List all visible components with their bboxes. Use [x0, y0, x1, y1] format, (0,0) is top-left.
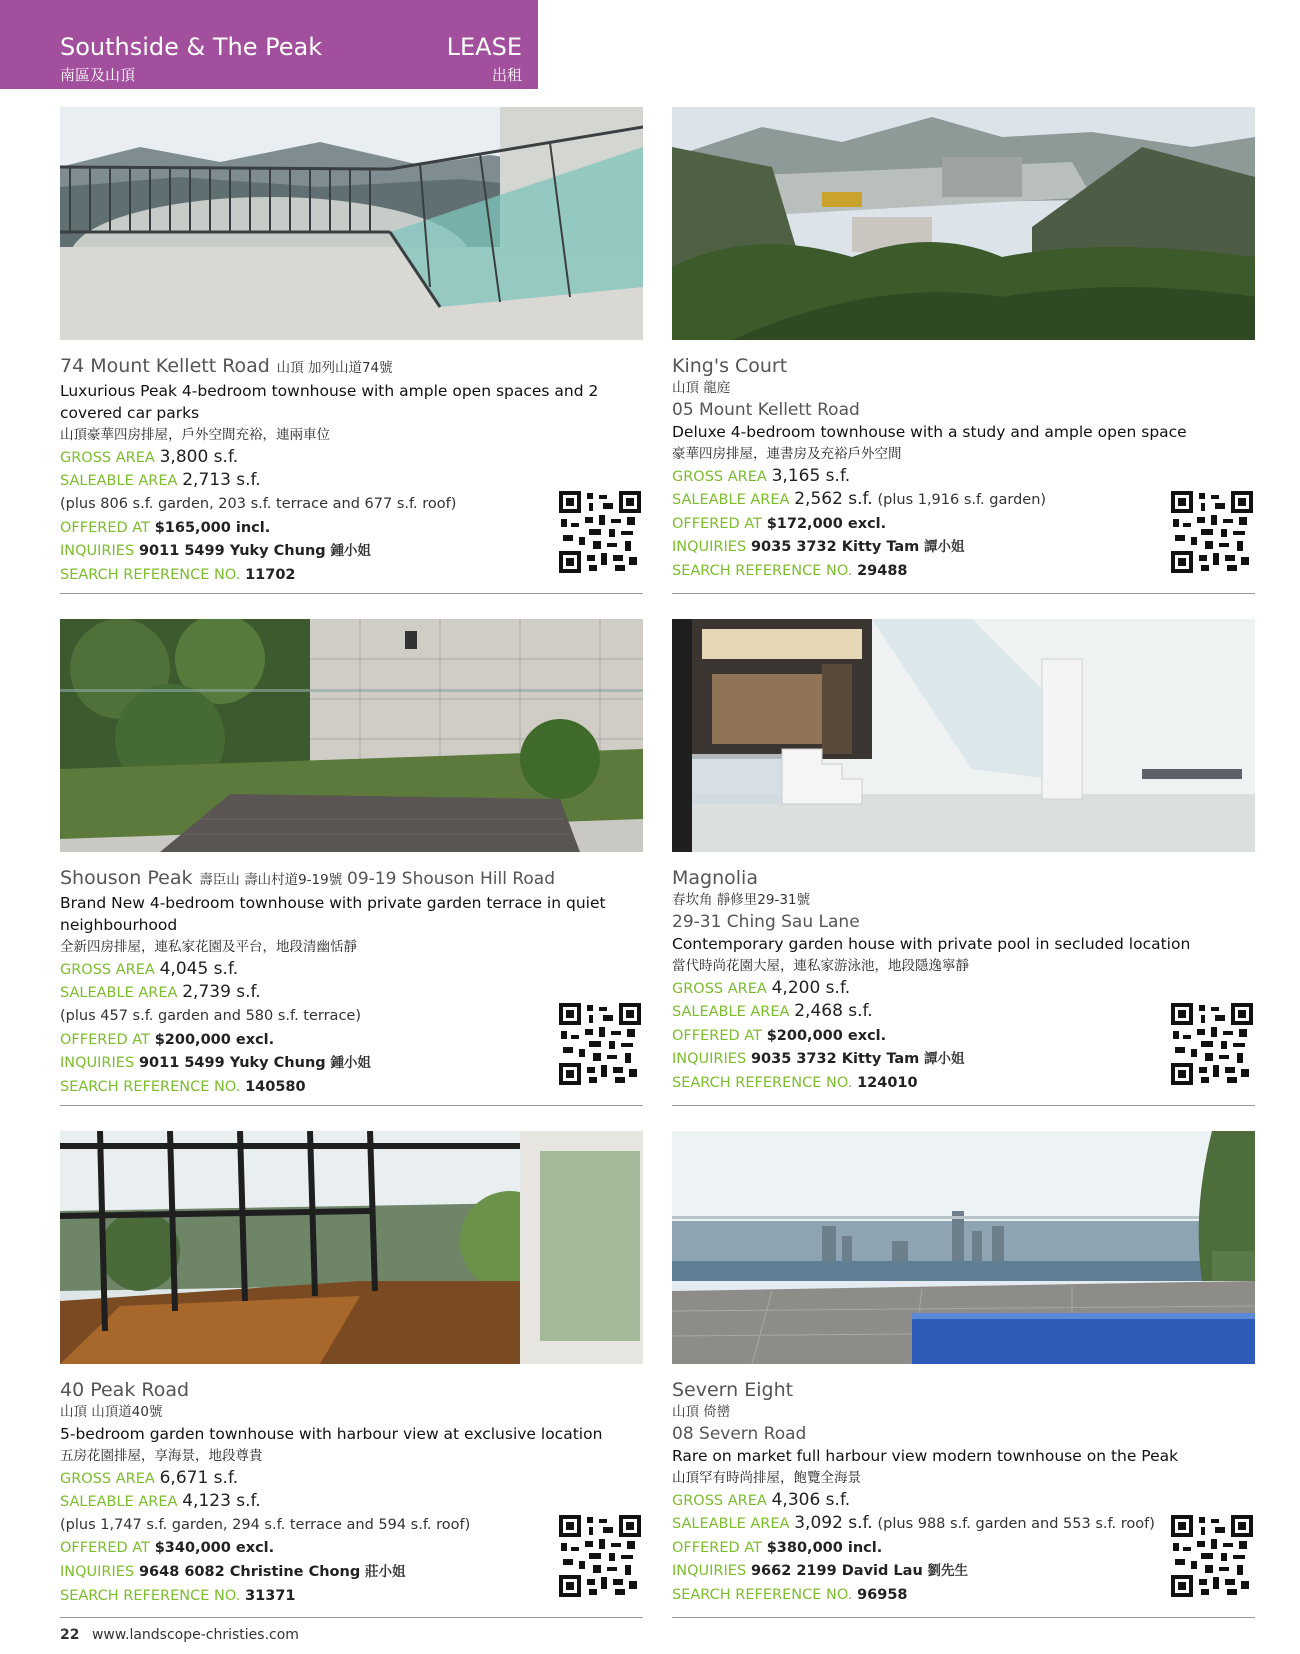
contact-zh: 莊小姐 — [364, 1563, 406, 1580]
offered-label: OFFERED AT — [672, 1027, 762, 1044]
property-description: 5-bedroom garden townhouse with harbour view at exclusive location — [60, 1425, 603, 1443]
property-description: Deluxe 4-bedroom townhouse with a study and ample open space — [672, 423, 1187, 441]
divider — [60, 1617, 643, 1618]
area-note: (plus 1,747 s.f. garden, 294 s.f. terrace and 594 s.f. roof) — [60, 1516, 471, 1533]
saleable-area-value: 2,468 s.f. — [794, 1001, 873, 1022]
listing-card[interactable] — [672, 1131, 1255, 1618]
offered-label: OFFERED AT — [60, 1031, 150, 1048]
offered-label: OFFERED AT — [60, 1540, 150, 1557]
contact-zh: 譚小姐 — [924, 539, 965, 556]
gross-area-value: 4,306 s.f. — [771, 1489, 851, 1510]
property-description-zh: 山頂豪華四房排屋，戶外空間充裕，連兩車位 — [60, 426, 330, 443]
property-description-zh: 五房花園排屋，享海景，地段尊貴 — [60, 1447, 263, 1464]
listing-card[interactable] — [672, 619, 1255, 1106]
gross-area-label: GROSS AREA — [672, 980, 767, 997]
gross-area-value: 4,200 s.f. — [771, 977, 851, 998]
contact: 9035 3732 Kitty Tam — [750, 1051, 920, 1068]
qr-code-icon[interactable] — [559, 1003, 641, 1085]
contact: 9011 5499 Yuky Chung — [138, 1055, 326, 1072]
divider — [60, 593, 643, 594]
property-name: 40 Peak Road — [60, 1379, 190, 1401]
search-ref-number: 11702 — [245, 566, 296, 583]
property-photo[interactable] — [672, 619, 1255, 852]
saleable-area-label: SALEABLE AREA — [60, 1494, 178, 1511]
search-ref-number: 29488 — [857, 562, 908, 579]
property-name-zh: 山頂 倚巒 — [672, 1404, 731, 1420]
gross-area-value: 3,165 s.f. — [771, 465, 851, 486]
gross-area-label: GROSS AREA — [672, 1492, 767, 1509]
listing-info — [672, 867, 1255, 1095]
property-name-zh: 山頂 山頂道40號 — [60, 1404, 163, 1420]
offered-label: OFFERED AT — [60, 519, 150, 536]
property-photo[interactable] — [672, 107, 1255, 340]
property-photo[interactable] — [60, 1131, 643, 1364]
price: $200,000 excl. — [154, 1031, 275, 1048]
gross-area-label: GROSS AREA — [60, 1470, 155, 1487]
inquiries-label: INQUIRIES — [672, 1051, 747, 1068]
price: $380,000 incl. — [766, 1539, 883, 1556]
property-description-zh: 當代時尚花園大屋，連私家游泳池，地段隱逸寧靜 — [672, 957, 969, 974]
gross-area-value: 6,671 s.f. — [159, 1467, 239, 1488]
contact-zh: 鍾小姐 — [330, 1055, 371, 1072]
listing-info — [60, 867, 643, 1098]
contact: 9035 3732 Kitty Tam — [750, 539, 920, 556]
inquiries-label: INQUIRIES — [672, 539, 747, 556]
listing-info — [60, 1379, 643, 1607]
search-ref-label: SEARCH REFERENCE NO. — [672, 1586, 853, 1603]
search-ref-label: SEARCH REFERENCE NO. — [672, 562, 853, 579]
property-photo[interactable] — [672, 1131, 1255, 1364]
section-title: Southside & The Peak — [60, 33, 323, 61]
property-photo[interactable] — [60, 107, 643, 340]
listing-card[interactable] — [672, 107, 1255, 594]
property-name: King's Court — [672, 355, 788, 377]
property-name: Shouson Peak — [60, 867, 193, 889]
search-ref-number: 140580 — [245, 1078, 306, 1095]
contact-zh: 鍾小姐 — [330, 543, 371, 560]
property-description: Contemporary garden house with private pool in secluded location — [672, 935, 1191, 953]
saleable-area-label: SALEABLE AREA — [672, 492, 790, 509]
qr-code-icon[interactable] — [559, 491, 641, 573]
listing-card[interactable] — [60, 1131, 643, 1618]
section-title-zh: 南區及山頂 — [60, 66, 136, 84]
property-name: 74 Mount Kellett Road — [60, 355, 270, 377]
gross-area-label: GROSS AREA — [60, 961, 155, 978]
area-note: (plus 988 s.f. garden and 553 s.f. roof) — [877, 1516, 1155, 1533]
property-description-zh: 豪華四房排屋，連書房及充裕戶外空間 — [672, 445, 902, 462]
listing-info — [60, 355, 643, 586]
property-description: Luxurious Peak 4-bedroom townhouse with ample open spaces and 2 covered car parks — [60, 381, 599, 423]
gross-area-label: GROSS AREA — [60, 449, 155, 466]
listing-type: LEASE — [446, 33, 522, 61]
contact: 9011 5499 Yuky Chung — [138, 543, 326, 560]
saleable-area-label: SALEABLE AREA — [672, 1516, 790, 1533]
page-number: 22 — [60, 1627, 80, 1643]
property-name: Magnolia — [672, 867, 758, 889]
property-photo[interactable] — [60, 619, 643, 852]
qr-code-icon[interactable] — [1171, 1515, 1253, 1597]
inquiries-label: INQUIRIES — [60, 1055, 135, 1072]
qr-code-icon[interactable] — [1171, 1003, 1253, 1085]
inquiries-label: INQUIRIES — [672, 1563, 747, 1580]
saleable-area-label: SALEABLE AREA — [60, 473, 178, 490]
area-note: (plus 806 s.f. garden, 203 s.f. terrace and 677 s.f. roof) — [60, 495, 457, 512]
property-name-zh: 壽臣山 壽山村道9-19號 — [199, 872, 343, 888]
contact-zh: 譚小姐 — [924, 1051, 965, 1068]
contact: 9648 6082 Christine Chong — [138, 1563, 361, 1580]
price: $165,000 incl. — [154, 519, 271, 536]
search-ref-label: SEARCH REFERENCE NO. — [60, 566, 241, 583]
listing-type-zh: 出租 — [491, 66, 522, 84]
inquiries-label: INQUIRIES — [60, 543, 135, 560]
gross-area-label: GROSS AREA — [672, 468, 767, 485]
contact-zh: 劉先生 — [927, 1563, 969, 1580]
search-ref-label: SEARCH REFERENCE NO. — [672, 1074, 853, 1091]
search-ref-number: 31371 — [245, 1587, 296, 1604]
offered-label: OFFERED AT — [672, 515, 762, 532]
property-name-zh: 山頂 龍庭 — [672, 380, 731, 396]
price: $172,000 excl. — [766, 515, 887, 532]
property-name-zh: 山頂 加列山道74號 — [276, 360, 393, 376]
saleable-area-value: 4,123 s.f. — [182, 1491, 261, 1512]
website-link[interactable]: www.landscope-christies.com — [91, 1627, 299, 1643]
saleable-area-value: 2,739 s.f. — [182, 982, 261, 1003]
saleable-area-value: 3,092 s.f. — [794, 1513, 873, 1534]
area-note: (plus 1,916 s.f. garden) — [877, 492, 1047, 509]
saleable-area-value: 2,713 s.f. — [182, 470, 261, 491]
saleable-area-value: 2,562 s.f. — [794, 489, 873, 510]
listing-card[interactable] — [60, 107, 643, 594]
property-description-zh: 全新四房排屋，連私家花園及平台，地段清幽恬靜 — [60, 938, 357, 955]
property-description: Rare on market full harbour view modern townhouse on the Peak — [672, 1447, 1179, 1465]
listing-card[interactable] — [60, 619, 643, 1106]
listing-info — [672, 1379, 1255, 1607]
search-ref-label: SEARCH REFERENCE NO. — [60, 1078, 241, 1095]
price: $340,000 excl. — [154, 1540, 275, 1557]
property-description: Brand New 4-bedroom townhouse with private garden terrace in quiet neighbourhood — [60, 893, 606, 935]
property-address: 09-19 Shouson Hill Road — [347, 869, 555, 889]
property-name-zh: 春坎角 靜修里29-31號 — [672, 892, 811, 908]
property-name: Severn Eight — [672, 1379, 794, 1401]
contact: 9662 2199 David Lau — [750, 1563, 923, 1580]
price: $200,000 excl. — [766, 1027, 887, 1044]
gross-area-value: 3,800 s.f. — [159, 446, 239, 467]
area-note: (plus 457 s.f. garden and 580 s.f. terrace) — [60, 1007, 361, 1024]
qr-code-icon[interactable] — [559, 1515, 641, 1597]
property-description-zh: 山頂罕有時尚排屋，飽覽全海景 — [672, 1469, 861, 1486]
gross-area-value: 4,045 s.f. — [159, 958, 239, 979]
saleable-area-label: SALEABLE AREA — [60, 985, 178, 1002]
divider — [672, 593, 1255, 594]
qr-code-icon[interactable] — [1171, 491, 1253, 573]
divider — [672, 1617, 1255, 1618]
search-ref-number: 96958 — [857, 1586, 908, 1603]
saleable-area-label: SALEABLE AREA — [672, 1004, 790, 1021]
offered-label: OFFERED AT — [672, 1539, 762, 1556]
search-ref-number: 124010 — [857, 1074, 918, 1091]
property-address: 29-31 Ching Sau Lane — [672, 912, 860, 932]
divider — [60, 1105, 643, 1106]
listing-info — [672, 355, 1255, 583]
page-footer — [60, 1627, 299, 1643]
section-banner — [0, 0, 538, 89]
inquiries-label: INQUIRIES — [60, 1563, 135, 1580]
search-ref-label: SEARCH REFERENCE NO. — [60, 1587, 241, 1604]
divider — [672, 1105, 1255, 1106]
property-address: 05 Mount Kellett Road — [672, 400, 860, 420]
property-address: 08 Severn Road — [672, 1424, 807, 1444]
